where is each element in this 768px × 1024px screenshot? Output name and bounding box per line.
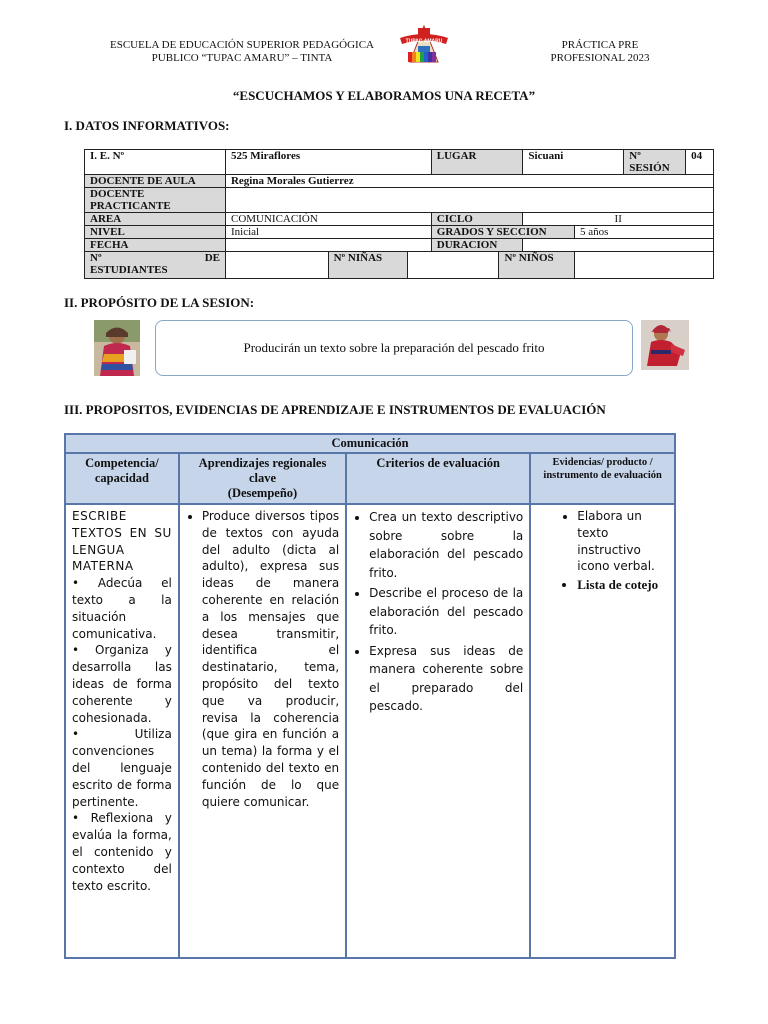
info-table [84, 149, 714, 279]
instrumento-item: • Lista de cotejo [577, 577, 668, 594]
fecha-value [225, 239, 431, 252]
school-line-1: ESCUELA DE EDUCACIÓN SUPERIOR PEDAGÓGICA [109, 39, 374, 51]
practice-line-2: PROFESIONAL 2023 [550, 52, 650, 64]
ciclo-value: II [523, 213, 714, 226]
nivel-value: Inicial [225, 226, 431, 239]
area-label: AREA [85, 213, 226, 226]
svg-text:TUPAC AMARU: TUPAC AMARU [405, 38, 443, 45]
nivel-label: NIVEL [85, 226, 226, 239]
col-aprendizajes [179, 453, 346, 504]
section-proposito: II. PROPÓSITO DE LA SESION: [64, 295, 255, 310]
ninas-label: Nº NIÑAS [328, 252, 407, 279]
criterio-item: • Expresa sus ideas de manera coherente sobre el preparado del pescado. [369, 642, 523, 716]
capacidad-item: • Utiliza convenciones del lenguaje escrito de forma pertinente. [72, 727, 172, 809]
purpose-box [155, 320, 633, 376]
lugar-value: Sicuani [523, 150, 624, 175]
docente-practicante-value [225, 188, 713, 213]
evidencias-cell [530, 504, 675, 958]
capacidad-item: • Reflexiona y evalúa la forma, el contenido y contexto del texto escrito. [72, 811, 172, 893]
estudiantes-label [85, 252, 226, 279]
docente-aula-value: Regina Morales Gutierrez [225, 175, 713, 188]
criterios-cell [346, 504, 530, 958]
section-datos-informativos: I. DATOS INFORMATIVOS: [64, 118, 230, 133]
area-value: COMUNICACIÓN [225, 213, 431, 226]
grados-label: GRADOS Y SECCION [431, 226, 574, 239]
estudiantes-value [225, 252, 328, 279]
fecha-label: FECHA [85, 239, 226, 252]
col-aprendizajes-title: Aprendizajes regionales clave [198, 456, 327, 485]
school-logo [398, 24, 450, 70]
sesion-label: Nº SESIÓN [624, 150, 686, 175]
child-photo-right [641, 320, 689, 370]
grados-value: 5 años [575, 226, 714, 239]
evidencia-item: • Elabora un texto instructivo icono verbal. [577, 508, 668, 575]
criterio-item: • Crea un texto descriptivo sobre sobre la elaboración del pescado frito. [369, 508, 523, 582]
col-competencia: Competencia/ capacidad [65, 453, 179, 504]
col-evidencias: Evidencias/ producto / instrumento de evaluación [530, 453, 675, 504]
capacidad-item: • Organiza y desarrolla las ideas de forma coherente y cohesionada. [72, 643, 172, 725]
docente-practicante-label: DOCENTE PRACTICANTE [85, 188, 226, 213]
criterio-item: • Describe el proceso de la elaboración del pescado frito. [369, 584, 523, 640]
col-criterios: Criterios de evaluación [346, 453, 530, 504]
estudiantes-label-b: DE [204, 252, 220, 264]
school-name [92, 39, 392, 65]
sesion-value: 04 [686, 150, 714, 175]
docente-aula-label: DOCENTE DE AULA [85, 175, 226, 188]
lugar-label: LUGAR [431, 150, 523, 175]
ninos-value [575, 252, 714, 279]
ciclo-label: CICLO [431, 213, 523, 226]
area-header: Comunicación [65, 434, 675, 453]
duracion-label: DURACION [431, 239, 523, 252]
capacidad-item: • Adecúa el texto a la situación comunicativa. [72, 576, 172, 641]
ninas-value [408, 252, 499, 279]
purpose-text: Producirán un texto sobre la preparación del pescado frito [243, 340, 545, 355]
desempeno-cell [179, 504, 346, 958]
section-propositos-evidencias: III. PROPOSITOS, EVIDENCIAS DE APRENDIZAJE E INSTRUMENTOS DE EVALUACIÓN [64, 402, 606, 417]
school-line-2: PUBLICO “TUPAC AMARU” – TINTA [151, 52, 333, 64]
practice-label [530, 39, 670, 65]
child-photo-left [94, 320, 140, 376]
competencia-title: ESCRIBE TEXTOS EN SU LENGUA MATERNA [72, 509, 172, 574]
ie-label: I. E. Nº [85, 150, 226, 175]
practice-line-1: PRÁCTICA PRE [561, 39, 639, 51]
estudiantes-label-c: ESTUDIANTES [90, 264, 168, 276]
duracion-value [523, 239, 714, 252]
ninos-label: Nº NIÑOS [499, 252, 575, 279]
competencies-table [64, 433, 676, 959]
document-title: “ESCUCHAMOS Y ELABORAMOS UNA RECETA” [232, 88, 536, 103]
estudiantes-label-a: Nº [90, 252, 102, 264]
desempeno-text: • Produce diversos tipos de textos con ayuda del adulto (dicta al adulto), expresa sus ideas de manera coherente en relación a los mensajes que desea transmitir, identifica el destinatario, tema, propósito del texto que va producir, revisa la coherencia (que gira en función a un tema) la forma y el contenido del texto en función de lo que quiere comunicar. [202, 508, 339, 810]
competencia-cell [65, 504, 179, 958]
col-desempeno: (Desempeño) [227, 486, 298, 500]
ie-value: 525 Miraflores [225, 150, 431, 175]
